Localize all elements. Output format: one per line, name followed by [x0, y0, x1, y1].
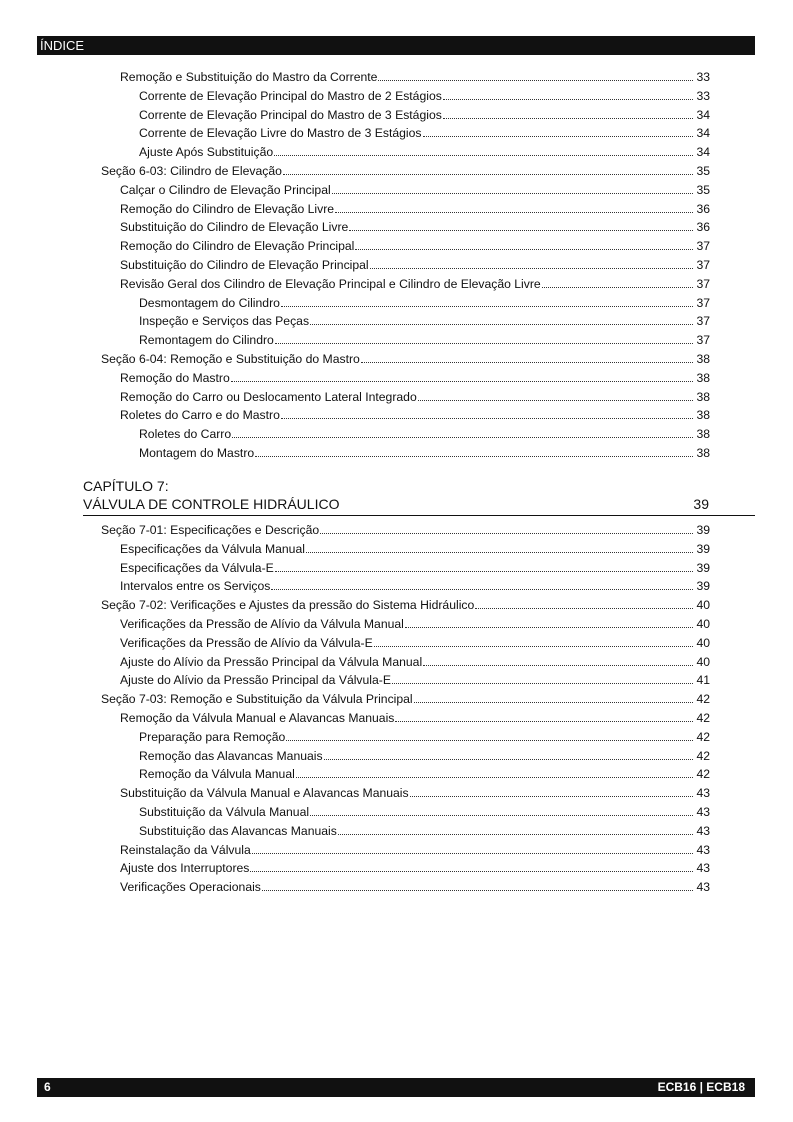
toc-dot-leader: [338, 824, 693, 835]
toc-entry-title: Especificações da Válvula-E: [120, 560, 274, 575]
toc-dot-leader: [275, 561, 693, 572]
toc-entry[interactable]: [139, 444, 710, 463]
toc-entry-title: Remoção do Cilindro de Elevação Livre: [120, 201, 335, 216]
toc-entry[interactable]: [120, 181, 710, 200]
toc-entry-title: Verificações da Pressão de Alívio da Válvula Manual: [120, 617, 404, 631]
toc-entry-title: Seção 6-04: Remoção e Substituição do Mastro: [101, 352, 360, 366]
toc-entry-title: Revisão Geral dos Cilindro de Elevação Principal e Cilindro de Elevação Livre: [120, 276, 541, 291]
toc-entry[interactable]: [120, 237, 710, 256]
toc-entry[interactable]: [139, 87, 710, 106]
toc-entry-title: Substituição da Válvula Manual e Alavancas Manuais: [120, 786, 409, 801]
toc-dot-leader: [332, 183, 693, 194]
toc-entry[interactable]: [120, 540, 710, 559]
toc-entry-title: Corrente de Elevação Livre do Mastro de 3 Estágios: [139, 126, 422, 141]
toc-entry-page: 39: [696, 560, 710, 575]
toc-entry[interactable]: [120, 878, 710, 897]
toc-entry-title: Calçar o Cilindro de Elevação Principal: [120, 182, 331, 197]
toc-entry-title: Montagem do Mastro: [139, 446, 255, 460]
toc-entry-page: 37: [696, 258, 710, 272]
toc-dot-leader: [475, 598, 693, 609]
toc-entry-title: Roletes do Carro: [139, 427, 232, 442]
toc-entry-page: 41: [696, 673, 710, 688]
toc-dot-leader: [443, 89, 693, 100]
toc-entry-page: 37: [696, 295, 710, 310]
toc-dot-leader: [306, 542, 693, 553]
toc-entry-title: Remoção e Substituição do Mastro da Corrente: [120, 70, 378, 84]
toc-entry-title: Remoção das Alavancas Manuais: [139, 748, 323, 763]
toc-entry-title: Ajuste Após Substituição: [139, 145, 274, 160]
toc-dot-leader: [250, 861, 693, 872]
toc-entry-page: 35: [696, 182, 710, 197]
toc-dot-leader: [286, 730, 693, 741]
toc-entry-title: Substituição do Cilindro de Elevação Principal: [120, 258, 369, 272]
toc-dot-leader: [283, 164, 693, 175]
toc-dot-leader: [423, 655, 693, 666]
toc-entry[interactable]: [120, 559, 710, 578]
toc-entry-page: 37: [696, 239, 710, 254]
toc-dot-leader: [361, 352, 693, 363]
toc-dot-leader: [262, 880, 693, 891]
toc-entry[interactable]: [101, 521, 710, 540]
toc-entry-page: 43: [696, 823, 710, 838]
toc-entry-title: Roletes do Carro e do Mastro: [120, 408, 280, 423]
toc-dot-leader: [374, 636, 693, 647]
chapter-page: 39: [693, 496, 709, 512]
toc-entry[interactable]: [139, 294, 710, 313]
toc-dot-leader: [271, 579, 693, 590]
toc-entry-title: Remontagem do Cilindro: [139, 333, 274, 348]
toc-entry-page: 38: [696, 352, 710, 366]
toc-entry-page: 34: [696, 107, 710, 122]
toc-dot-leader: [395, 711, 693, 722]
toc-dot-leader: [418, 390, 693, 401]
toc-dot-leader: [296, 767, 693, 778]
toc-dot-leader: [281, 296, 693, 307]
toc-entry-page: 36: [696, 201, 710, 216]
toc-entry-page: 33: [696, 70, 710, 84]
toc-dot-leader: [443, 108, 693, 119]
toc-entry-page: 39: [696, 579, 710, 594]
header-title: ÍNDICE: [40, 38, 85, 53]
toc-entry-page: 43: [696, 861, 710, 876]
toc-dot-leader: [335, 202, 693, 213]
toc-entry-title: Substituição das Alavancas Manuais: [139, 823, 337, 838]
toc-entry-page: 42: [696, 748, 710, 763]
toc-entry[interactable]: [120, 275, 710, 294]
toc-entry[interactable]: [120, 784, 710, 803]
toc-entry-title: Especificações da Válvula Manual: [120, 541, 305, 556]
toc-entry[interactable]: [139, 106, 710, 125]
toc-entry-title: Seção 6-03: Cilindro de Elevação: [101, 164, 282, 178]
toc-entry-page: 35: [696, 164, 710, 178]
toc-entry-page: 43: [696, 786, 710, 801]
toc-entry[interactable]: [120, 634, 710, 653]
toc-entry-page: 39: [696, 541, 710, 556]
toc-entry-page: 40: [696, 598, 710, 613]
toc-entry-title: Substituição do Cilindro de Elevação Livre: [120, 220, 349, 235]
toc-entry-page: 37: [696, 314, 710, 329]
toc-dot-leader: [423, 126, 694, 137]
toc-entry[interactable]: [139, 822, 710, 841]
header-bar: [37, 36, 755, 55]
toc-dot-leader: [355, 239, 693, 250]
toc-entry[interactable]: [101, 596, 710, 615]
toc-entry-title: Seção 7-03: Remoção e Substituição da Válvula Principal: [101, 692, 413, 707]
toc-dot-leader: [410, 786, 693, 797]
toc-entry-title: Inspeção e Serviços das Peças: [139, 314, 310, 329]
toc-entry[interactable]: [120, 200, 710, 219]
toc-entry-page: 34: [696, 126, 710, 141]
toc-entry[interactable]: [120, 709, 710, 728]
toc-entry-page: 38: [696, 427, 710, 442]
chapter-label: CAPÍTULO 7:: [83, 478, 169, 494]
toc-entry[interactable]: [120, 218, 710, 237]
toc-entry-title: Ajuste do Alívio da Pressão Principal da Válvula-E: [120, 673, 391, 688]
chapter-title: VÁLVULA DE CONTROLE HIDRÁULICO: [83, 496, 340, 512]
toc-entry-page: 36: [696, 220, 710, 235]
toc-dot-leader: [370, 258, 693, 269]
toc-entry-page: 40: [696, 617, 710, 631]
toc-entry-title: Preparação para Remoção: [139, 729, 286, 744]
toc-entry[interactable]: [139, 747, 710, 766]
toc-entry-title: Reinstalação da Válvula: [120, 842, 251, 857]
toc-entry-page: 37: [696, 333, 710, 348]
toc-entry[interactable]: [101, 162, 710, 181]
toc-entry-title: Remoção do Mastro: [120, 370, 230, 385]
toc-dot-leader: [310, 314, 693, 325]
toc-entry-page: 33: [696, 88, 710, 103]
toc-entry[interactable]: [139, 765, 710, 784]
toc-entry-title: Ajuste dos Interruptores: [120, 861, 250, 876]
toc-entry[interactable]: [101, 690, 710, 709]
toc-entry[interactable]: [139, 728, 710, 747]
chapter-divider: [83, 515, 755, 516]
toc-entry-title: Seção 7-01: Especificações e Descrição: [101, 523, 320, 537]
toc-entry-page: 42: [696, 767, 710, 782]
toc-entry[interactable]: [120, 671, 710, 690]
toc-dot-leader: [349, 220, 693, 231]
toc-entry-title: Substituição da Válvula Manual: [139, 805, 310, 819]
toc-dot-leader: [392, 673, 693, 684]
toc-entry-page: 40: [696, 635, 710, 650]
toc-entry-page: 37: [696, 276, 710, 291]
footer-page-number: 6: [44, 1080, 51, 1094]
toc-entry-page: 38: [696, 446, 710, 460]
toc-entry[interactable]: [120, 653, 710, 672]
toc-entry[interactable]: [101, 350, 710, 369]
toc-entry[interactable]: [120, 841, 710, 860]
toc-entry[interactable]: [139, 331, 710, 350]
toc-dot-leader: [324, 749, 693, 760]
toc-entry-page: 38: [696, 408, 710, 423]
toc-entry-title: Remoção da Válvula Manual e Alavancas Manuais: [120, 711, 395, 725]
toc-entry[interactable]: [139, 312, 710, 331]
toc-dot-leader: [274, 145, 693, 156]
toc-entry-page: 38: [696, 389, 710, 404]
toc-entry[interactable]: [139, 803, 710, 822]
chapter-title-row: [83, 495, 709, 513]
toc-dot-leader: [414, 692, 693, 703]
toc-dot-leader: [281, 408, 693, 419]
toc-entry-title: Verificações Operacionais: [120, 880, 261, 895]
toc-dot-leader: [252, 843, 693, 854]
toc-entry-page: 39: [696, 523, 710, 537]
toc-entry-page: 38: [696, 370, 710, 385]
toc-dot-leader: [231, 371, 693, 382]
toc-entry[interactable]: [120, 859, 710, 878]
toc-entry-title: Remoção do Cilindro de Elevação Principal: [120, 239, 355, 254]
toc-entry-page: 42: [696, 692, 710, 707]
toc-entry-title: Remoção do Carro ou Deslocamento Lateral Integrado: [120, 389, 417, 404]
toc-entry-title: Corrente de Elevação Principal do Mastro de 3 Estágios: [139, 107, 442, 122]
toc-entry-title: Corrente de Elevação Principal do Mastro de 2 Estágios: [139, 88, 442, 103]
toc-entry[interactable]: [120, 615, 710, 634]
chapter-heading: [83, 477, 755, 513]
toc-entry[interactable]: [139, 425, 710, 444]
toc-entry-title: Desmontagem do Cilindro: [139, 295, 280, 310]
toc-dot-leader: [320, 523, 693, 534]
toc-dot-leader: [405, 617, 693, 628]
toc-entry[interactable]: [139, 124, 710, 143]
toc-entry-page: 40: [696, 654, 710, 669]
toc-dot-leader: [232, 427, 693, 438]
toc-entry-page: 43: [696, 880, 710, 895]
toc-entry-page: 43: [696, 842, 710, 857]
toc-entry[interactable]: [139, 143, 710, 162]
toc-entry-title: Verificações da Pressão de Alívio da Válvula-E: [120, 635, 373, 650]
toc-entry[interactable]: [120, 406, 710, 425]
toc-dot-leader: [310, 805, 693, 816]
footer-model: ECB16 | ECB18: [657, 1080, 745, 1094]
toc-entry-title: Remoção da Válvula Manual: [139, 767, 295, 782]
toc-entry-page: 43: [696, 805, 710, 819]
toc-entry[interactable]: [120, 256, 710, 275]
toc-entry-title: Ajuste do Alívio da Pressão Principal da Válvula Manual: [120, 654, 423, 669]
toc-entry-page: 34: [696, 145, 710, 160]
toc-entry-page: 42: [696, 729, 710, 744]
footer-bar: [37, 1078, 755, 1097]
toc-entry[interactable]: [120, 369, 710, 388]
toc-dot-leader: [542, 277, 693, 288]
toc-dot-leader: [275, 333, 693, 344]
toc-dot-leader: [255, 446, 693, 457]
toc-entry-page: 42: [696, 711, 710, 725]
toc-entry[interactable]: [120, 68, 710, 87]
toc-entry-title: Seção 7-02: Verificações e Ajustes da pressão do Sistema Hidráulico: [101, 598, 475, 613]
toc-entry[interactable]: [120, 577, 710, 596]
toc-entry-title: Intervalos entre os Serviços: [120, 579, 271, 594]
toc-entry[interactable]: [120, 388, 710, 407]
toc-dot-leader: [378, 70, 693, 81]
